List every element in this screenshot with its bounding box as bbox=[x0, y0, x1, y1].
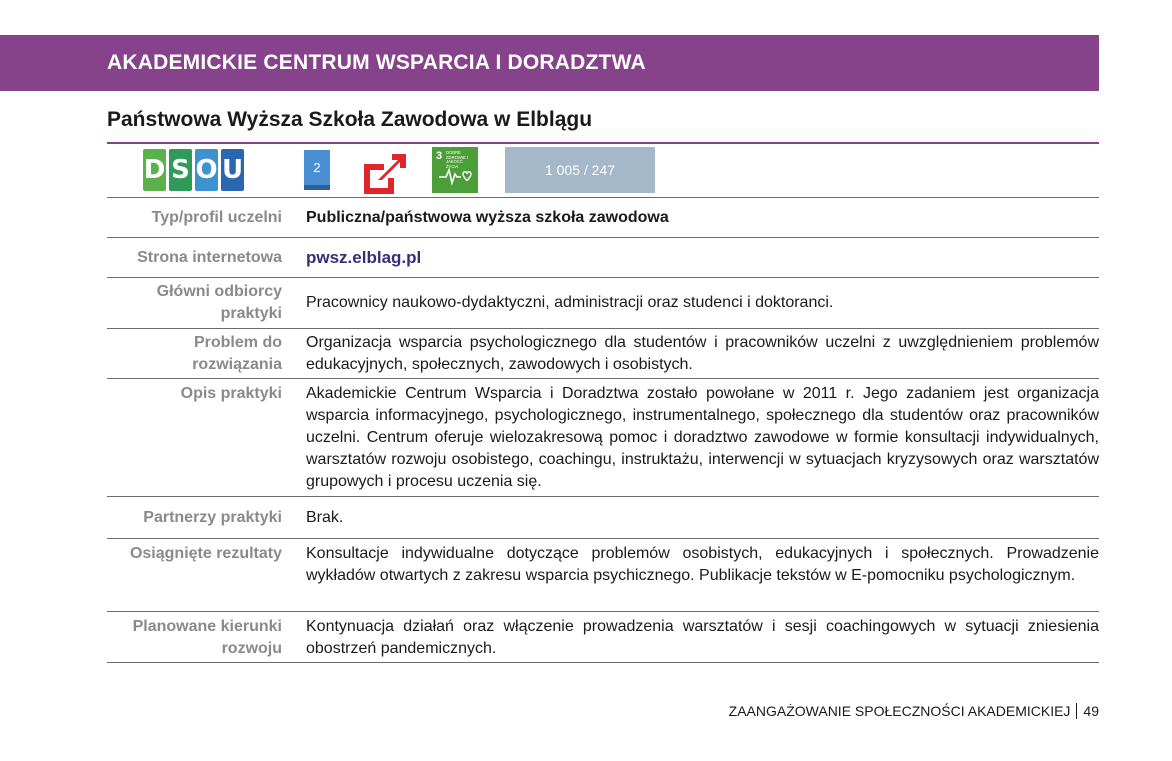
count-box: 1 005 / 247 bbox=[505, 147, 655, 193]
level-badge-icon: 2 bbox=[304, 150, 330, 190]
row-value: Akademickie Centrum Wsparcia i Doradztwa zostało powołane w 2011 r. Jego zadaniem jest organizacja wsparcia informacyjnego, psychologicznego, instrumentalnego, społecznego dla studentów oraz pracowników uczelni. Centrum oferuje wielozakresową pomoc i doradztwo zawodowe w formie konsultacji indywidualnych, warsztatów rozwoju osobistego, coachingu, instruktażu, interwencji w sytuacjach kryzysowych oraz warsztatów grupowych i procesu uczenia się. bbox=[306, 385, 1099, 490]
divider bbox=[107, 142, 1099, 144]
table-row bbox=[107, 328, 1099, 378]
sdg-text: DOBRE ZDROWIE I JAKOŚĆ ŻYCIA bbox=[446, 150, 469, 169]
dsou-u-tile: U bbox=[221, 149, 244, 191]
row-label: Problem do rozwiązania bbox=[192, 334, 282, 373]
export-arrow-icon bbox=[362, 150, 408, 194]
institution-title: Państwowa Wyższa Szkoła Zawodowa w Elblągu bbox=[107, 108, 593, 131]
table-row bbox=[107, 277, 1099, 328]
row-value: Brak. bbox=[306, 508, 344, 526]
section-banner bbox=[0, 35, 1099, 91]
row-label: Planowane kierunki rozwoju bbox=[132, 618, 282, 657]
dsou-logo-icon bbox=[143, 149, 244, 191]
page-number: 49 bbox=[1083, 703, 1099, 719]
icons-row bbox=[0, 147, 1172, 194]
row-value: Pracownicy naukowo-dydaktyczni, administracji oraz studenci i doktoranci. bbox=[306, 294, 834, 311]
row-value: Konsultacje indywidualne dotyczące problemów osobistych, edukacyjnych i społecznych. Prowadzenie wykładów otwartych z zakresu wsparcia psychicznego. Publikacje tekstów w E-pomocniku psychologicznym. bbox=[306, 545, 1099, 584]
row-value: Kontynuacja działań oraz włączenie prowadzenia warsztatów i sesji coachingowych w sytuacji zniesienia obostrzeń pandemicznych. bbox=[306, 618, 1099, 657]
sdg-3-health-icon bbox=[432, 147, 478, 193]
footer-separator bbox=[1076, 703, 1077, 719]
heartbeat-icon bbox=[438, 165, 472, 187]
sdg-number: 3 bbox=[436, 150, 443, 162]
table-row bbox=[107, 197, 1099, 237]
banner-title: AKADEMICKIE CENTRUM WSPARCIA I DORADZTWA bbox=[107, 51, 646, 74]
row-label: Typ/profil uczelni bbox=[151, 208, 282, 226]
table-row bbox=[107, 237, 1099, 277]
table-row bbox=[107, 538, 1099, 611]
table-row bbox=[107, 378, 1099, 496]
footer-section: ZAANGAŻOWANIE SPOŁECZNOŚCI AKADEMICKIEJ bbox=[728, 703, 1071, 719]
row-value: Organizacja wsparcia psychologicznego dla studentów i pracowników uczelni z uwzględnieniem problemów edukacyjnych, społecznych, zawodowych i osobistych. bbox=[306, 334, 1099, 373]
website-link[interactable]: pwsz.elblag.pl bbox=[306, 247, 422, 267]
table-row bbox=[107, 611, 1099, 663]
row-label: Główni odbiorcy praktyki bbox=[156, 283, 282, 322]
row-value: Publiczna/państwowa wyższa szkoła zawodowa bbox=[306, 208, 669, 226]
row-label: Opis praktyki bbox=[180, 385, 282, 402]
dsou-s-tile: S bbox=[169, 149, 192, 191]
info-table bbox=[107, 197, 1099, 663]
dsou-o-tile: O bbox=[195, 149, 218, 191]
row-label: Strona internetowa bbox=[137, 248, 282, 266]
row-label: Osiągnięte rezultaty bbox=[129, 545, 282, 562]
table-row bbox=[107, 496, 1099, 538]
row-label: Partnerzy praktyki bbox=[143, 508, 282, 526]
dsou-d-tile: D bbox=[143, 149, 166, 191]
page-footer bbox=[729, 703, 1099, 719]
